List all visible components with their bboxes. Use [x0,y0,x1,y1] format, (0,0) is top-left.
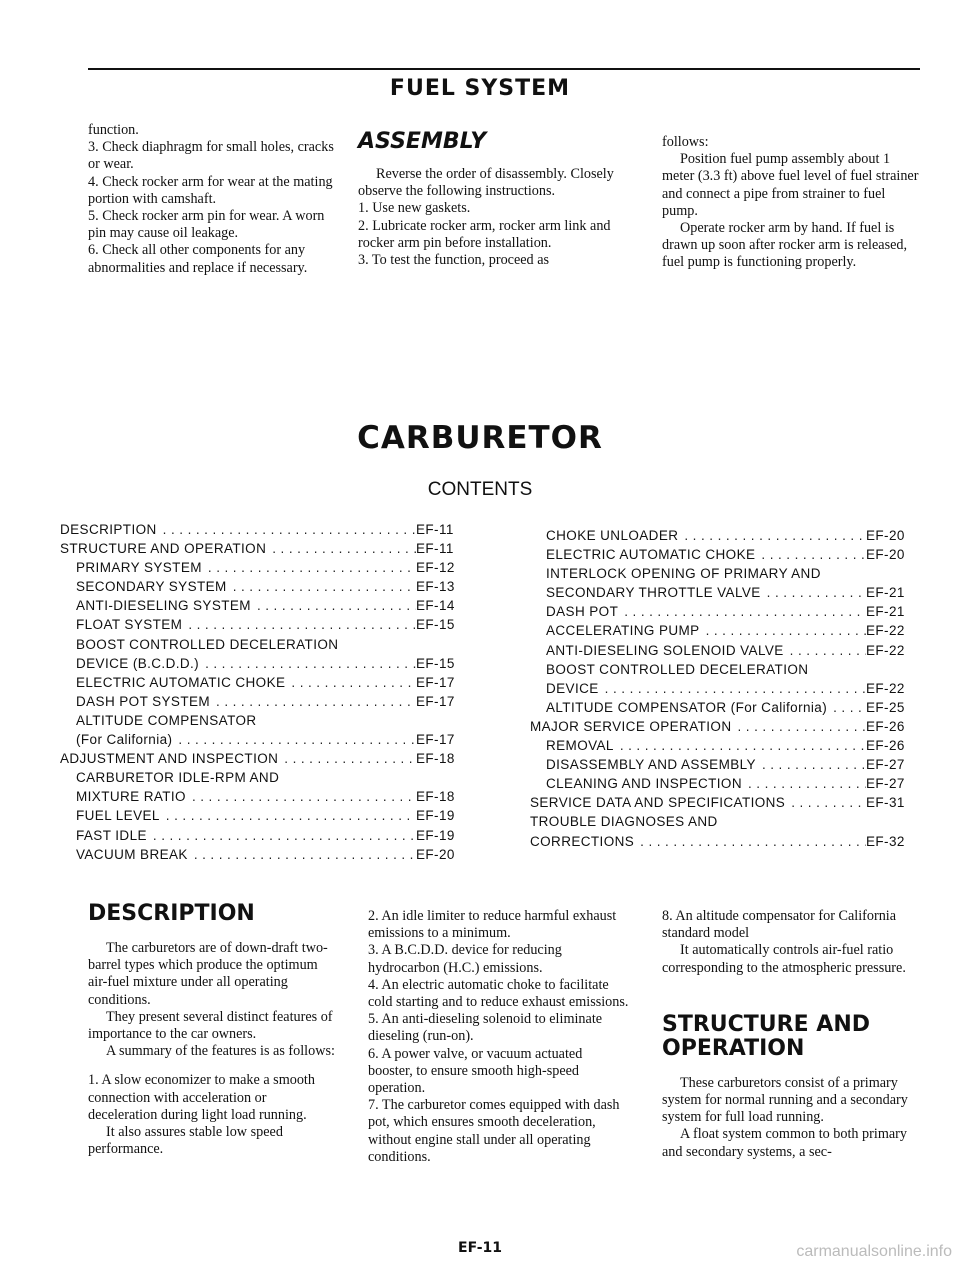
toc-leader-dots [285,673,416,692]
toc-right [530,526,920,851]
toc-leader-dots [755,545,866,564]
toc-entry-page: EF-22 [866,642,905,658]
toc-leader-dots [278,749,416,768]
toc-entry-page: EF-17 [416,674,455,690]
toc-entry-page: EF-18 [416,751,455,767]
toc-entry-title: REMOVAL [546,738,614,754]
toc-entry-title: DEVICE [546,680,599,696]
toc-leader-dots [761,583,866,602]
toc-leader-dots [678,526,866,545]
toc-entry [530,641,920,660]
toc-entry [530,717,920,736]
toc-entry-title: MIXTURE RATIO [76,789,186,805]
list-item: 1. Use new gaskets. [358,200,471,217]
toc-entry-title: CARBURETOR IDLE-RPM AND [76,770,280,786]
watermark: carmanualsonline.info [796,1243,952,1260]
paragraph: Position fuel pump assembly about 1 meter (3.3 ft) above fuel level of fuel strainer and connect a pipe from strainer to fuel pump. [662,151,919,219]
toc-entry [530,774,920,793]
toc-entry-title: ADJUSTMENT AND INSPECTION [60,751,279,767]
toc-entry-page: EF-17 [416,693,455,709]
toc-entry-title: DASH POT SYSTEM [76,693,211,709]
toc-entry-title: MAJOR SERVICE OPERATION [530,718,732,734]
list-item: 6. A power valve, or vacuum actuated booster, to ensure smooth high-speed operation. [368,1045,583,1097]
toc-entry-title: ELECTRIC AUTOMATIC CHOKE [546,547,756,563]
paragraph: A summary of the features is as follows: [106,1043,335,1060]
paragraph: They present several distinct features of importance to the car owners. [88,1008,333,1043]
toc-entry-page: EF-15 [416,655,455,671]
assembly-heading: ASSEMBLY [358,129,487,154]
toc-entry-page: EF-26 [866,738,905,754]
list-item: 2. Lubricate rocker arm, rocker arm link and rocker arm pin before installation. [358,217,611,251]
toc-leader-dots [147,826,416,845]
toc-entry-page: EF-21 [866,604,905,620]
toc-entry-page: EF-15 [416,617,455,633]
toc-leader-dots [742,774,866,793]
toc-entry [530,621,920,640]
list-item: 8. An altitude compensator for California standard model [662,908,897,942]
toc-leader-dots [731,717,866,736]
toc-entry-title: STRUCTURE AND OPERATION [60,541,267,557]
toc-entry-page: EF-13 [416,579,455,595]
description-heading: DESCRIPTION [88,901,255,926]
structure-heading: STRUCTURE AND OPERATION [662,1011,871,1061]
toc-leader-dots [784,641,866,660]
paragraph: It automatically controls air-fuel ratio corresponding to the atmospheric pressure. [662,942,906,976]
paragraph: 3. Check diaphragm for small holes, cracks or wear. [88,139,334,173]
toc-entry-page: EF-27 [866,776,905,792]
toc-entry-title: ACCELERATING PUMP [546,623,700,639]
toc-entry-page: EF-31 [866,795,905,811]
list-item: 2. An idle limiter to reduce harmful exhaust emissions to a minimum. [368,908,617,942]
toc-entry-title: BOOST CONTROLLED DECELERATION [76,636,339,652]
toc-entry [530,698,920,717]
toc-entry [60,711,470,730]
toc-entry [530,602,920,621]
paragraph: 5. Check rocker arm pin for wear. A worn pin may cause oil leakage. [88,208,325,242]
toc-entry [60,845,470,864]
toc-entry [60,520,470,539]
toc-entry [530,583,920,602]
paragraph: function. [88,122,139,138]
toc-entry [60,692,470,711]
toc-entry [530,564,920,583]
toc-entry-page: EF-25 [866,699,905,715]
toc-entry-title: ANTI-DIESELING SYSTEM [76,598,251,614]
toc-leader-dots [599,679,866,698]
toc-leader-dots [182,615,416,634]
paragraph: The carburetors are of down-draft two-barrel types which produce the optimum air-fuel mixture under all operating conditions. [88,940,328,1008]
toc-entry-title: ELECTRIC AUTOMATIC CHOKE [76,674,286,690]
toc-entry [60,539,470,558]
toc-entry [530,660,920,679]
toc-leader-dots [266,539,416,558]
toc-entry-page: EF-18 [416,789,455,805]
toc-entry-page: EF-11 [416,522,454,537]
toc-entry-page: EF-26 [866,718,905,734]
toc-entry [60,635,470,654]
top-column-2 [358,130,640,269]
toc-entry-title: ALTITUDE COMPENSATOR (For California) [546,699,828,715]
page-header-title: FUEL SYSTEM [389,76,571,101]
list-item: 4. An electric automatic choke to facilitate cold starting and to reduce exhaust emissions. [368,976,629,1011]
toc-entry-page: EF-20 [866,528,905,543]
toc-entry-page: EF-12 [416,560,455,576]
top-column-3 [662,134,922,272]
toc-entry-title: VACUUM BREAK [76,846,188,862]
toc-entry [60,806,470,825]
top-column-1 [88,122,343,277]
toc-entry-page: EF-22 [866,680,905,696]
toc-entry-page: EF-11 [416,541,454,557]
paragraph: These carburetors consist of a primary system for normal running and a secondary system for full load running. [662,1074,908,1126]
toc-entry-title: TROUBLE DIAGNOSES AND [530,814,718,830]
toc-entry [60,615,470,634]
toc-leader-dots [188,845,416,864]
paragraph: It also assures stable low speed performance. [88,1124,283,1158]
toc-entry [60,826,470,845]
toc-entry [60,654,470,673]
toc-leader-dots [785,793,866,812]
toc-entry-page: EF-19 [416,827,455,843]
toc-leader-dots [614,736,866,755]
toc-entry-page: EF-27 [866,757,905,773]
paragraph: A float system common to both primary and secondary systems, a sec- [662,1126,907,1160]
toc-entry [530,832,920,851]
toc-entry [530,812,920,831]
toc-entry [60,730,470,749]
toc-entry-page: EF-17 [416,732,455,748]
section-title: CARBURETOR [357,420,603,456]
list-item: 5. An anti-dieseling solenoid to eliminate dieseling (run-on). [368,1011,603,1045]
paragraph: Operate rocker arm by hand. If fuel is drawn up soon after rocker arm is released, fuel pump is functioning properly. [662,220,908,271]
toc-entry-page: EF-20 [866,547,905,563]
toc-entry [530,736,920,755]
toc-leader-dots [199,654,416,673]
toc-entry-title: INTERLOCK OPENING OF PRIMARY AND [546,566,821,582]
toc-leader-dots [157,520,416,539]
toc-entry-title: FLOAT SYSTEM [76,617,183,633]
toc-leader-dots [700,621,866,640]
toc-entry [60,673,470,692]
toc-entry-title: DESCRIPTION [60,522,157,537]
toc-leader-dots [202,558,416,577]
structure-column [662,908,924,1161]
toc-entry-page: EF-14 [416,598,455,614]
description-column [88,902,338,1158]
toc-entry-page: EF-22 [866,623,905,639]
toc-entry [60,558,470,577]
features-column [368,908,630,1166]
toc-entry-title: ALTITUDE COMPENSATOR [76,712,257,728]
toc-entry-title: PRIMARY SYSTEM [76,560,202,576]
toc-leader-dots [827,698,866,717]
toc-leader-dots [756,755,866,774]
paragraph: Reverse the order of disassembly. Closely observe the following instructions. [358,166,614,200]
paragraph: 6. Check all other components for any abnormalities and replace if necessary. [88,242,308,276]
toc-entry-title: DEVICE (B.C.D.D.) [76,655,200,671]
toc-entry [530,755,920,774]
toc-entry-page: EF-21 [866,585,905,601]
toc-leader-dots [634,832,866,851]
toc-entry-page: EF-20 [416,846,455,862]
toc-leader-dots [160,806,416,825]
toc-leader-dots [172,730,416,749]
header-rule [88,68,920,70]
toc-entry [60,749,470,768]
toc-leader-dots [227,577,416,596]
paragraph: 4. Check rocker arm for wear at the mating portion with camshaft. [88,173,333,207]
toc-entry-title: ANTI-DIESELING SOLENOID VALVE [546,642,784,658]
toc-entry-title: CORRECTIONS [530,833,635,849]
toc-left [60,520,470,864]
toc-entry-title: DISASSEMBLY AND ASSEMBLY [546,757,756,773]
toc-entry [60,596,470,615]
toc-entry-title: CHOKE UNLOADER [546,528,679,543]
toc-entry-title: (For California) [76,732,173,748]
toc-entry-title: FAST IDLE [76,827,147,843]
list-item: 1. A slow economizer to make a smooth connection with acceleration or deceleration during light load running. [88,1072,315,1123]
toc-entry [60,768,470,787]
toc-entry [60,577,470,596]
list-item: 3. A B.C.D.D. device for reducing hydrocarbon (H.C.) emissions. [368,942,562,976]
toc-entry-page: EF-32 [866,833,905,849]
list-item: 3. To test the function, proceed as [358,252,550,269]
toc-leader-dots [251,596,416,615]
toc-entry [60,787,470,806]
list-item: 7. The carburetor comes equipped with dash pot, which ensures smooth deceleration, without engine stall under all operating conditions. [368,1097,620,1165]
toc-entry-page: EF-19 [416,808,455,824]
toc-entry-title: SERVICE DATA AND SPECIFICATIONS [530,795,786,811]
toc-entry-title: SECONDARY THROTTLE VALVE [546,585,761,601]
toc-entry [530,545,920,564]
toc-entry-title: SECONDARY SYSTEM [76,579,227,595]
contents-title: CONTENTS [427,479,533,500]
toc-entry-title: FUEL LEVEL [76,808,160,824]
toc-entry [530,526,920,545]
toc-entry-title: BOOST CONTROLLED DECELERATION [546,661,809,677]
paragraph: follows: [662,134,709,150]
toc-leader-dots [186,787,416,806]
toc-leader-dots [618,602,866,621]
page-number: EF-11 [458,1240,502,1256]
toc-entry-title: CLEANING AND INSPECTION [546,776,742,792]
toc-leader-dots [210,692,416,711]
toc-entry-title: DASH POT [546,604,619,620]
toc-entry [530,793,920,812]
toc-entry [530,679,920,698]
